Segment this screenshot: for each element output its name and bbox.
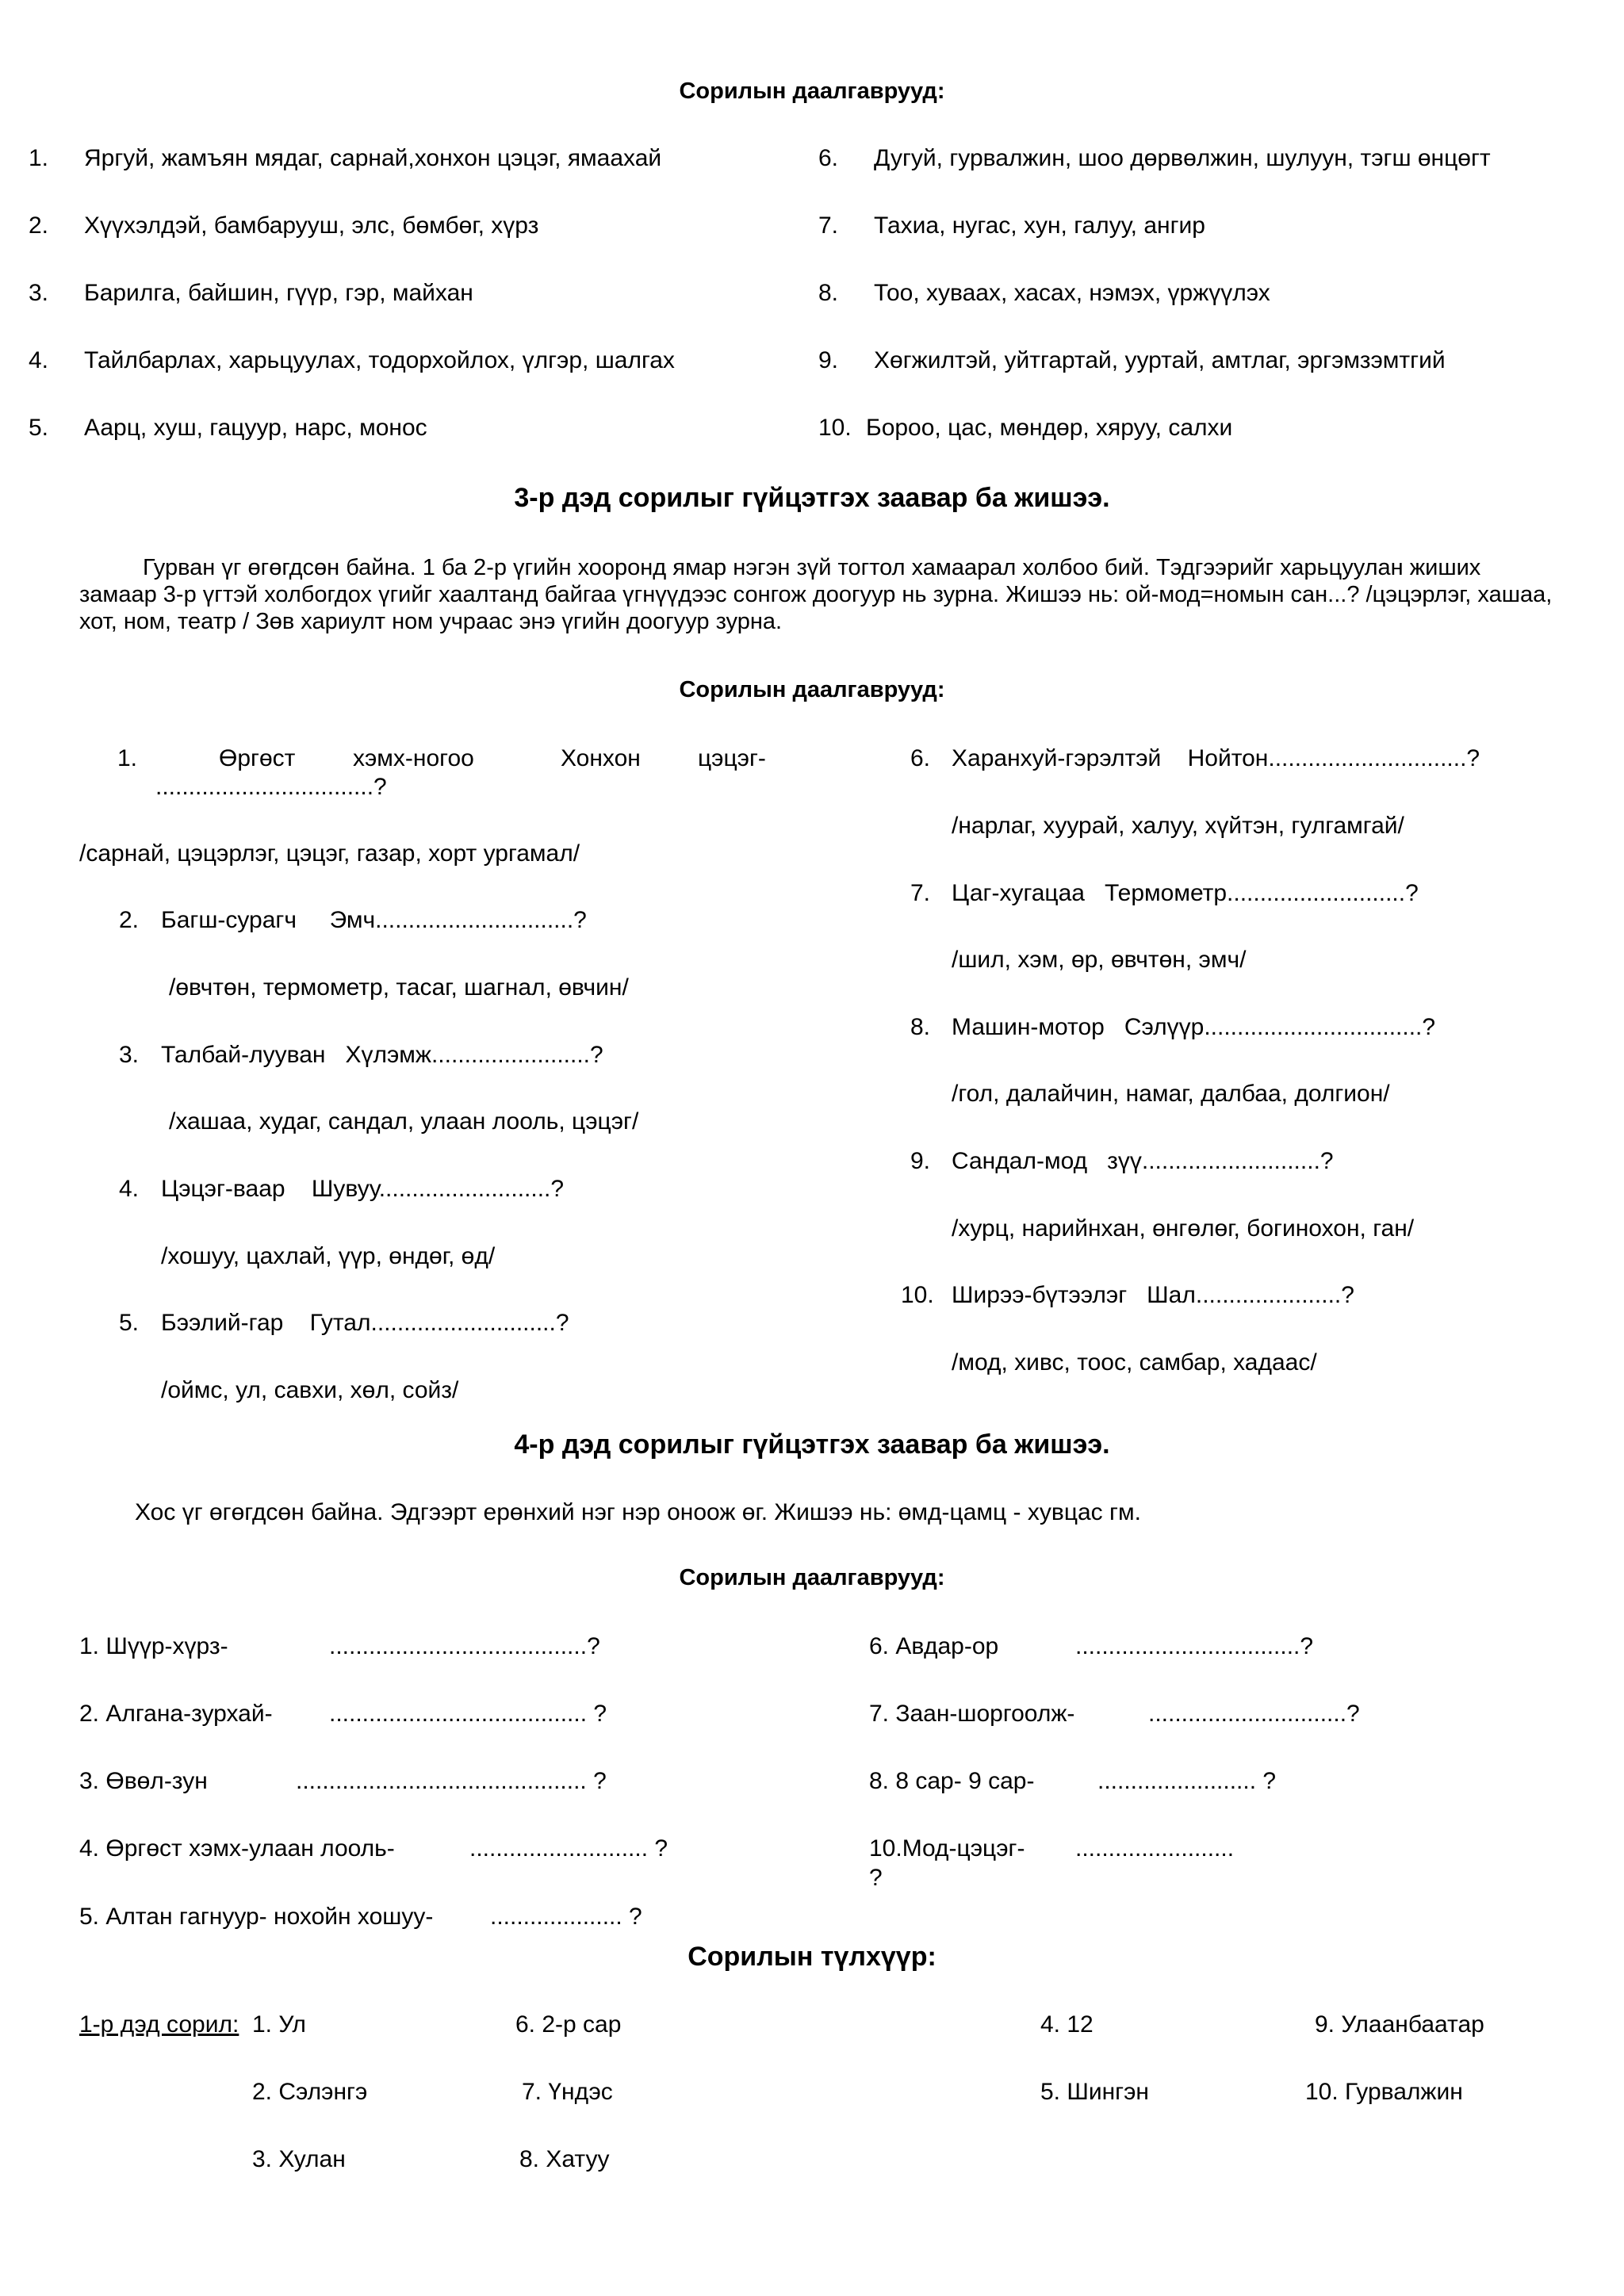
item-text: Талбай-лууван Хүлэмж........................? [161, 1042, 603, 1068]
item-text: Тахиа, нугас, хун, галуу, ангир [874, 212, 1205, 239]
item-number: 5. [119, 1310, 140, 1336]
item-word: хэмх-ногоо [353, 745, 474, 771]
item-number: 2. [29, 212, 49, 239]
item-label: 5. Алтан гагнуур- нохойн хошуу- [79, 1904, 434, 1930]
item-number: 4. [29, 347, 49, 373]
item-number: 7. [818, 212, 839, 239]
item-word: Хонхон [561, 745, 641, 771]
key-title: Сорилын түлхүүр: [688, 1942, 936, 1972]
item-number: 3. [119, 1042, 140, 1068]
item-blank: .................... ? [490, 1904, 642, 1930]
key-answer: 4. 12 [1040, 2011, 1094, 2038]
item-label: 7. Заан-шоргоолж- [869, 1701, 1075, 1727]
key-answer: 9. Улаанбаатар [1315, 2011, 1484, 2038]
item-blank: ........................ [1075, 1835, 1235, 1862]
item-label: 6. Авдар-ор [869, 1633, 999, 1659]
item-options: /шил, хэм, өр, өвчтөн, эмч/ [952, 947, 1247, 973]
list-item [29, 147, 661, 170]
item-number: 4. [119, 1176, 140, 1202]
key-label: 1-р дэд сорил: [79, 2011, 239, 2038]
item-options: /хашаа, худаг, сандал, улаан лооль, цэцэг/ [169, 1108, 639, 1135]
item-number: 1. [29, 145, 49, 171]
list-item [818, 147, 1491, 170]
item-number: 9. [910, 1148, 931, 1174]
key-answer: 6. 2-р сар [515, 2011, 622, 2038]
list-item [29, 416, 427, 440]
list-item [818, 281, 1270, 305]
item-number: 8. [910, 1014, 931, 1040]
item-text: Аарц, хуш, гацуур, нарс, монос [84, 415, 427, 441]
item-number: 10. [818, 415, 852, 441]
item-blank: ............................................ ? [296, 1768, 607, 1794]
list-item [818, 349, 1446, 373]
item-number: 2. [119, 907, 140, 933]
item-number: 1. [117, 745, 138, 771]
key-answer: 1. Ул [252, 2011, 306, 2038]
item-options: /мод, хивс, тоос, самбар, хадаас/ [952, 1349, 1317, 1376]
item-blank: .......................................? [329, 1633, 600, 1659]
item-label: 2. Алгана-зурхай- [79, 1701, 273, 1727]
item-text: Бороо, цас, мөндөр, хяруу, салхи [866, 415, 1233, 441]
item-blank: ........................ ? [1097, 1768, 1277, 1794]
list-item [818, 416, 1232, 440]
item-blank: ....................................... ? [329, 1701, 607, 1727]
item-text: Тайлбарлах, харьцуулах, тодорхойлох, үлгэр, шалгах [84, 347, 675, 373]
item-options: /хурц, нарийнхан, өнгөлөг, богинохон, ган/ [952, 1215, 1415, 1242]
item-text: Хөгжилтэй, уйтгартай, ууртай, амтлаг, эргэмзэмтгий [874, 347, 1446, 373]
section4-title: 4-р дэд сорилыг гүйцэтгэх заавар ба жишээ. [514, 1429, 1110, 1460]
item-tail: ? [869, 1865, 883, 1891]
item-number: 6. [818, 145, 839, 171]
item-blank: .................................? [155, 774, 387, 800]
item-label: 3. Өвөл-зун [79, 1768, 208, 1794]
section3-title: 3-р дэд сорилыг гүйцэтгэх заавар ба жишээ. [514, 483, 1110, 513]
item-options: /гол, далайчин, намаг, далбаа, долгион/ [952, 1081, 1390, 1107]
item-text: Барилга, байшин, гүүр, гэр, майхан [84, 280, 473, 306]
item-options: /өвчтөн, термометр, тасаг, шагнал, өвчин/ [169, 974, 629, 1001]
item-text: Бээлий-гар Гутал............................? [161, 1310, 569, 1336]
tasks-heading-top: Сорилын даалгаврууд: [679, 78, 945, 104]
item-number: 10. [901, 1282, 934, 1308]
section4-intro: Хос үг өгөгдсөн байна. Эдгээрт ерөнхий нэг нэр оноож өг. Жишээ нь: өмд-цамц - хувцас гм. [135, 1499, 1141, 1525]
section3-intro: Гурван үг өгөгдсөн байна. 1 ба 2-р үгийн хооронд ямар нэгэн зүй тогтол хамаарал холбоо бий. Тэдгээрийг харьцуулан жиших замаар 3-р үгтэй холбогдох үгийг хаалтанд байгаа үгнүүдээс сонгож доогуур нь зурна. Жишээ нь: ой-мод=номын сан...? /цэцэрлэг, хашаа, хот, ном, театр / Зөв хариулт ном учраас энэ үгийн доогуур зурна. [79, 555, 1553, 635]
item-text: Сандал-мод зүү...........................? [952, 1148, 1334, 1174]
item-label: 1. Шүүр-хүрз- [79, 1633, 228, 1659]
item-options: /нарлаг, хуурай, халуу, хүйтэн, гулгамгай/ [952, 813, 1404, 839]
key-answer: 10. Гурвалжин [1305, 2079, 1463, 2105]
key-answer: 7. Үндэс [522, 2079, 613, 2105]
item-number: 5. [29, 415, 49, 441]
item-blank: ..............................? [1148, 1701, 1360, 1727]
list-item [29, 214, 538, 238]
item-label: 10.Мод-цэцэг- [869, 1835, 1025, 1862]
key-answer: 2. Сэлэнгэ [252, 2079, 368, 2105]
item-options: /оймс, ул, савхи, хөл, сойз/ [161, 1377, 459, 1403]
item-number: 6. [910, 745, 931, 771]
item-text: Харанхуй-гэрэлтэй Нойтон..............................? [952, 745, 1480, 771]
item-label: 4. Өргөст хэмх-улаан лооль- [79, 1835, 395, 1862]
item-text: Машин-мотор Сэлүүр.................................? [952, 1014, 1436, 1040]
list-item [818, 214, 1205, 238]
item-options: /сарнай, цэцэрлэг, цэцэг, газар, хорт ургамал/ [79, 840, 580, 867]
item-text: Ширээ-бүтээлэг Шал......................? [952, 1282, 1354, 1308]
key-answer: 5. Шингэн [1040, 2079, 1149, 2105]
item-label: 8. 8 сар- 9 сар- [869, 1768, 1035, 1794]
item-word: Өргөст [219, 745, 296, 771]
key-answer: 8. Хатуу [519, 2146, 610, 2172]
list-item [29, 281, 473, 305]
item-number: 8. [818, 280, 839, 306]
item-text: Дугуй, гурвалжин, шоо дөрвөлжин, шулуун, тэгш өнцөгт [874, 145, 1491, 171]
item-word: цэцэг- [698, 745, 766, 771]
item-number: 3. [29, 280, 49, 306]
item-options: /хошуу, цахлай, үүр, өндөг, өд/ [161, 1243, 496, 1269]
item-blank: ........................... ? [469, 1835, 668, 1862]
item-text: Цэцэг-ваар Шувуу..........................? [161, 1176, 565, 1202]
item-text: Яргуй, жамъян мядаг, сарнай,хонхон цэцэг, ямаахай [84, 145, 662, 171]
key-answer: 3. Хулан [252, 2146, 346, 2172]
tasks-heading-section3: Сорилын даалгаврууд: [679, 677, 945, 702]
item-text: Хүүхэлдэй, бамбарууш, элс, бөмбөг, хүрз [84, 212, 539, 239]
list-item [29, 349, 675, 373]
item-number: 7. [910, 880, 931, 906]
item-text: Тоо, хуваах, хасах, нэмэх, үржүүлэх [874, 280, 1270, 306]
item-number: 9. [818, 347, 839, 373]
item-blank: ..................................? [1075, 1633, 1314, 1659]
item-text: Цаг-хугацаа Термометр...........................? [952, 880, 1419, 906]
tasks-heading-section4: Сорилын даалгаврууд: [679, 1565, 945, 1590]
item-text: Багш-сурагч Эмч..............................? [161, 907, 587, 933]
